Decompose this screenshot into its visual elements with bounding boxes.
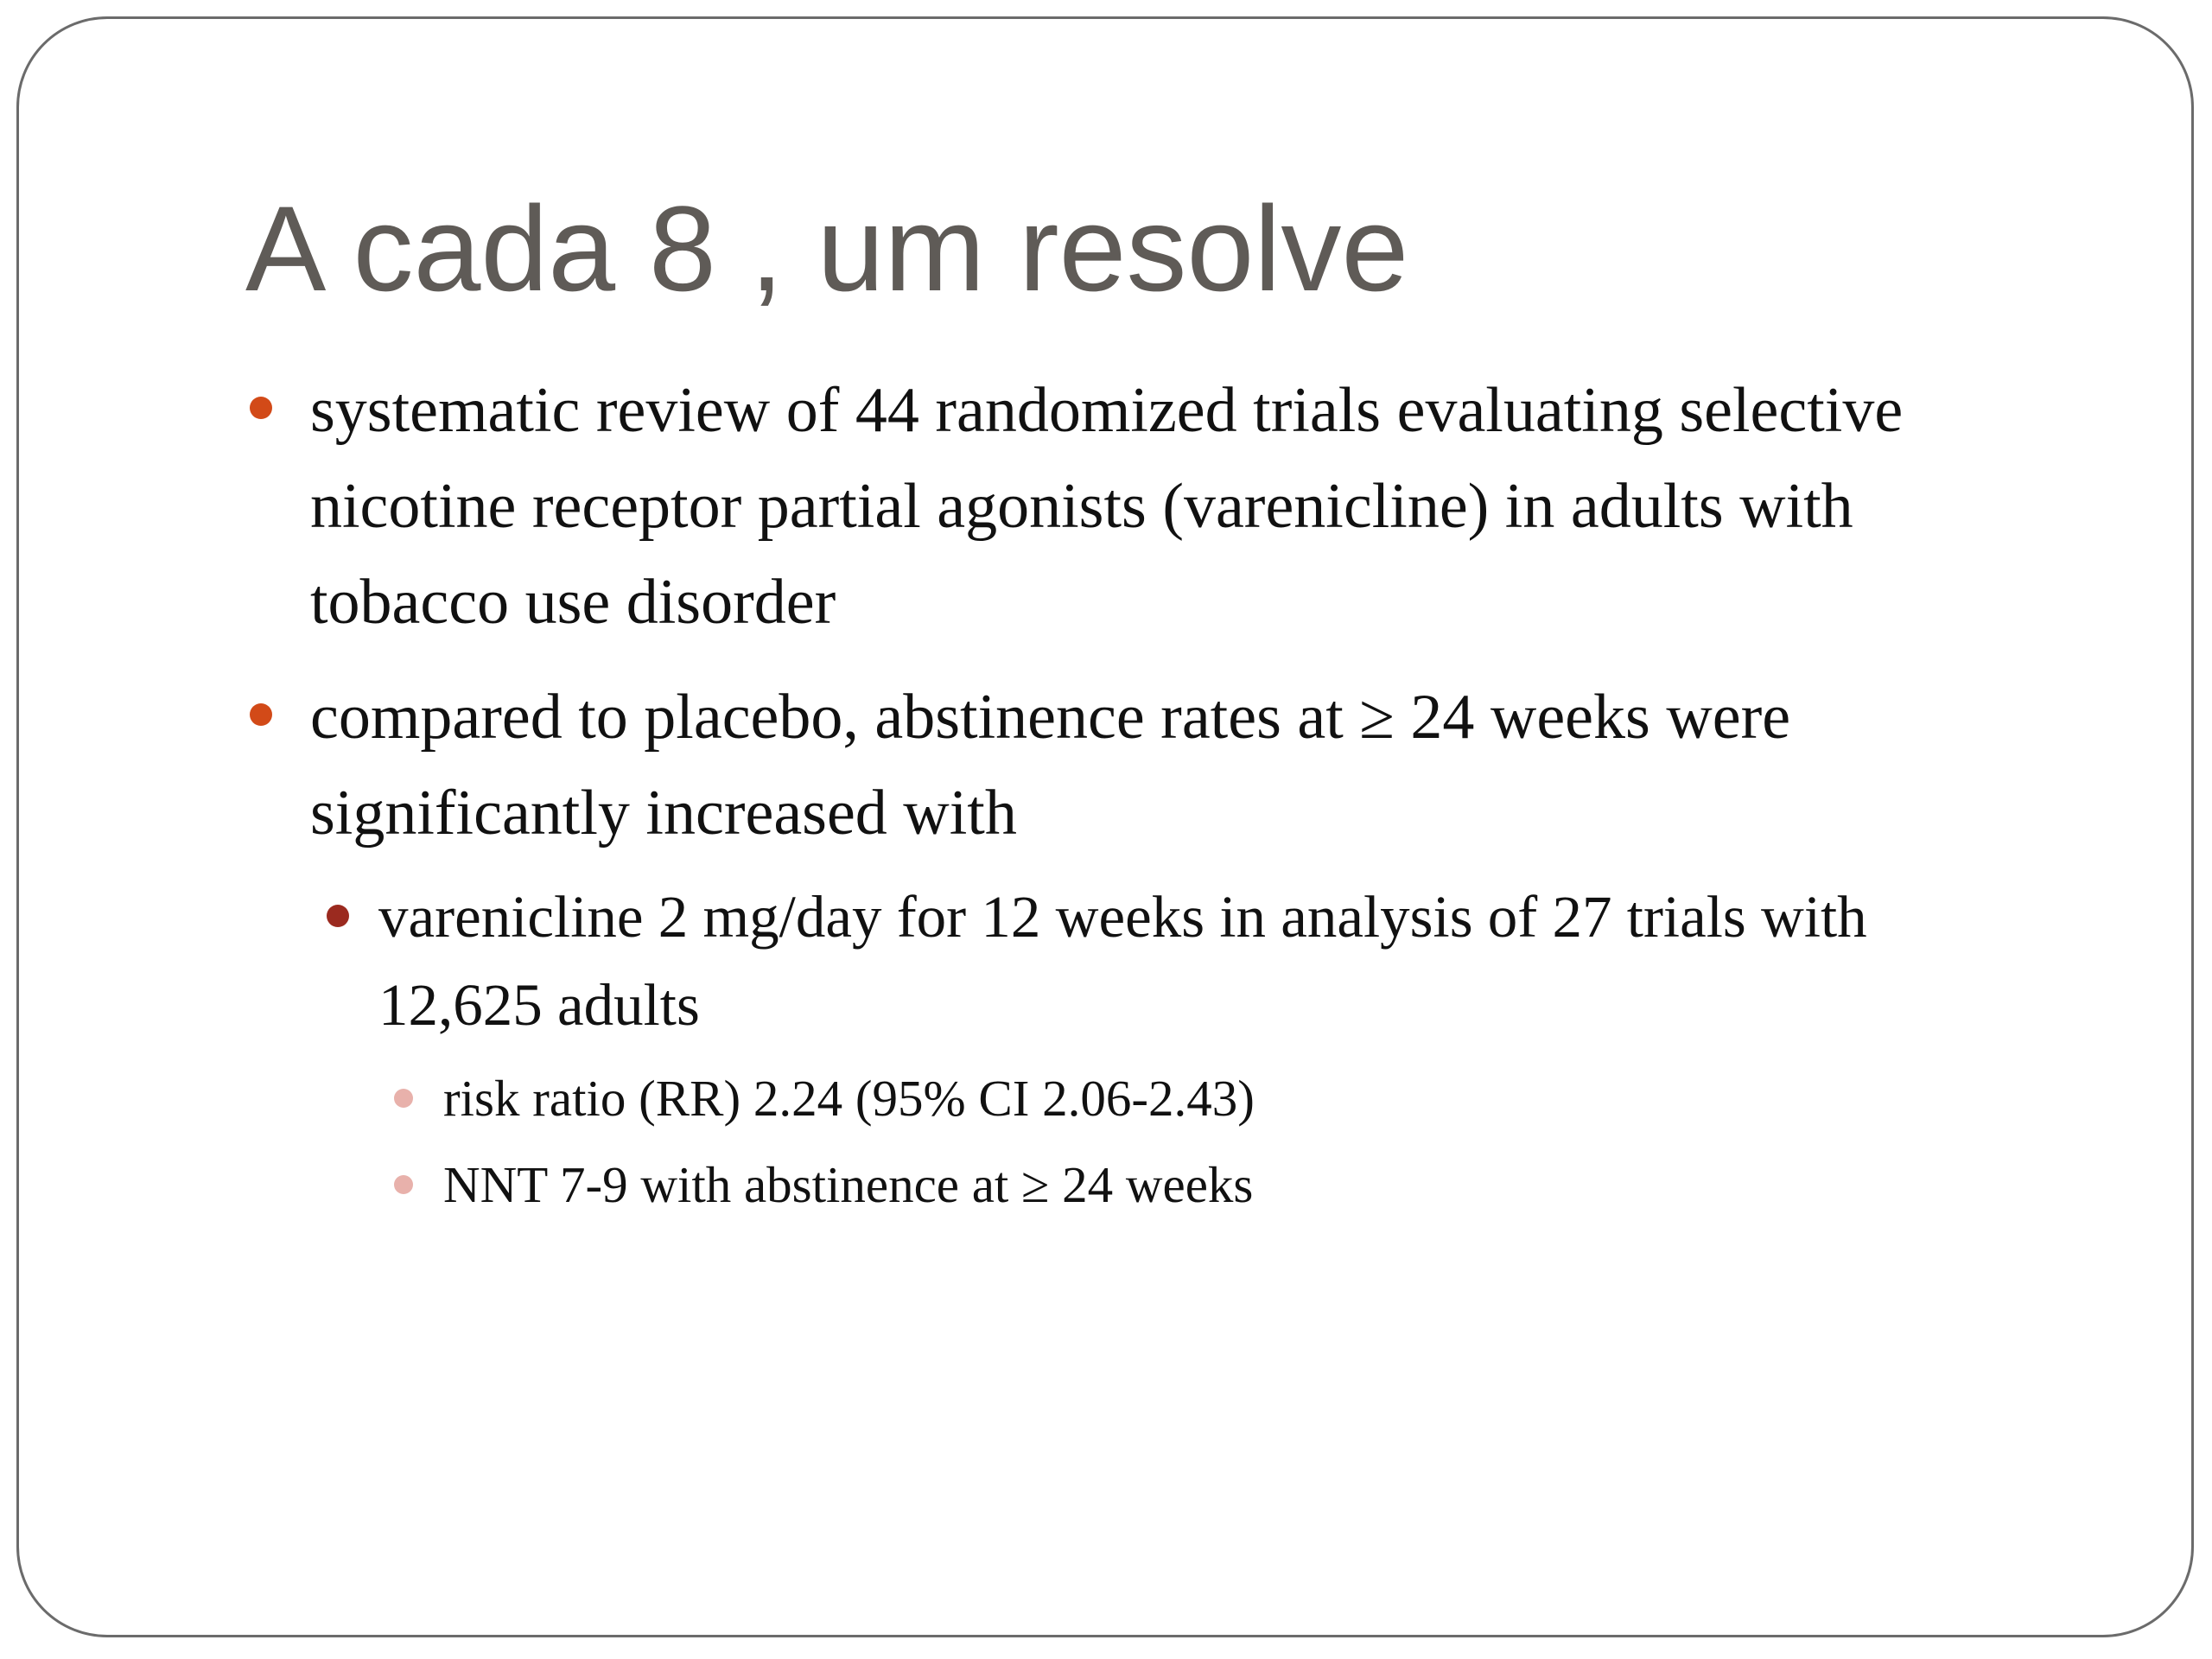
list-item-line: systematic review of 44 randomized trials evaluating selective [310, 375, 1904, 446]
list-item [443, 1141, 1253, 1228]
list-item-line: nicotine receptor partial agonists (varenicline) in adults with [310, 471, 1853, 542]
list-item-line: 12,625 adults [378, 972, 700, 1038]
list-item [378, 873, 1867, 1049]
list-item-line: compared to placebo, abstinence rates at ≥ 24 weeks were [310, 682, 1791, 753]
slide-title: A cada 8 , um resolve [245, 181, 1409, 316]
bullet-dot-icon [327, 905, 349, 927]
list-item [443, 1055, 1255, 1141]
list-item [310, 670, 1790, 861]
list-item-line: tobacco use disorder [310, 567, 836, 638]
bullet-dot-icon [250, 397, 272, 419]
bullet-dot-icon [394, 1175, 413, 1194]
list-item-line: NNT 7-9 with abstinence at ≥ 24 weeks [443, 1156, 1254, 1213]
list-item-line: significantly increased with [310, 778, 1017, 849]
list-item-line: varenicline 2 mg/day for 12 weeks in analysis of 27 trials with [378, 884, 1867, 950]
bullet-dot-icon [250, 703, 272, 726]
list-item [310, 363, 1903, 651]
bullet-dot-icon [394, 1089, 413, 1108]
list-item-line: risk ratio (RR) 2.24 (95% CI 2.06-2.43) [443, 1070, 1255, 1127]
